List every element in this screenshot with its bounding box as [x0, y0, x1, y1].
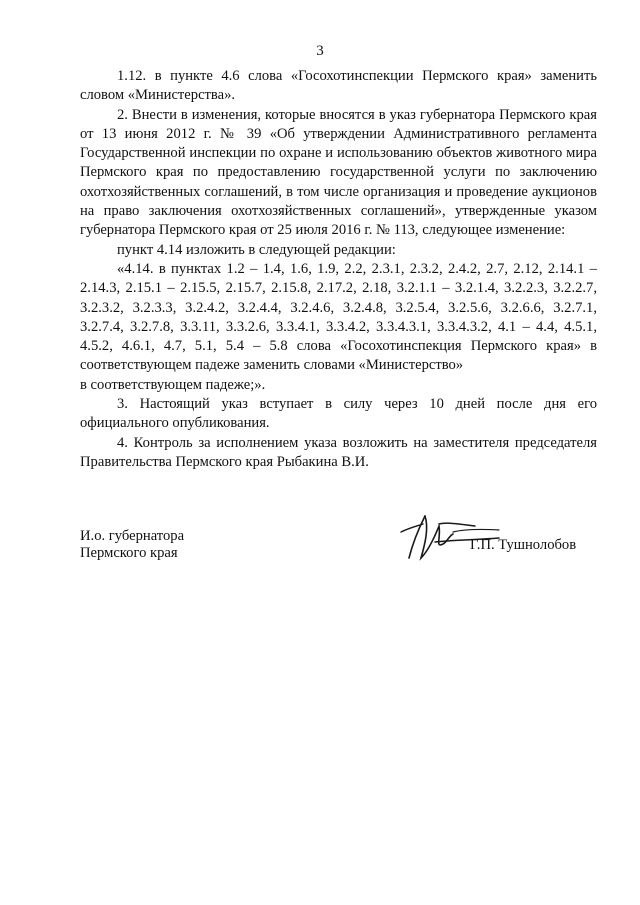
paragraph-4: 4. Контроль за исполнением указа возложить на заместителя председателя Правительства Пермского края Рыбакина В.И. — [80, 434, 597, 470]
handwritten-signature — [395, 502, 505, 566]
document-body — [80, 67, 597, 472]
signatory-title-line-2: Пермского края — [80, 545, 178, 561]
paragraph-quote-tail: в соответствующем падеже;». — [80, 376, 266, 393]
paragraph-1-12: 1.12. в пункте 4.6 слова «Госохотинспекции Пермского края» заменить словом «Министерства». — [80, 68, 597, 104]
signatory-title-line-1: И.о. губернатора — [80, 528, 185, 544]
paragraph-3: 3. Настоящий указ вступает в силу через 10 дней после дня его официального опубликования. — [80, 396, 597, 432]
paragraph-2: 2. Внести в изменения, которые вносятся в указ губернатора Пермского края от 13 июня 2012 г. № 39 «Об утверждении Административного регламента Государственной инспекции по охране и использованию объектов животного мира Пермского края по предоставлению государственной услуги по заключению охотхозяйственных соглашений, в том числе организация и проведение аукционов на право заключения охотхозяйственных соглашений», утвержденные указом губернатора Пермского края от 25 июля 2016 г. № 113, следующее изменение: — [80, 106, 597, 239]
page-number: 3 — [316, 43, 324, 59]
paragraph-new-wording-intro: пункт 4.14 изложить в следующей редакции: — [117, 241, 396, 258]
paragraph-4-14-quote: «4.14. в пунктах 1.2 – 1.4, 1.6, 1.9, 2.2, 2.3.1, 2.3.2, 2.4.2, 2.7, 2.12, 2.14.1 – 2.14.3, 2.15.1 – 2.15.5, 2.15.7, 2.15.8, 2.17.2, 2.18, 3.2.1.1 – 3.2.1.4, 3.2.2.3, 3.2.2.7, 3.2.3.2, 3.2.3.3, 3.2.4.2, 3.2.4.4, 3.2.4.6, 3.2.4.8, 3.2.5.4, 3.2.5.6, 3.2.6.6, 3.2.7.1, 3.2.7.4, 3.2.7.8, 3.3.11, 3.3.2.6, 3.3.4.1, 3.3.4.2, 3.3.4.3.1, 3.3.4.3.2, 4.1 – 4.4, 4.5.1, 4.5.2, 4.6.1, 4.7, 5.1, 5.4 – 5.8 слова «Госохотинспекция Пермского края» в соответствующем падеже заменить словами «Министерство» — [80, 260, 597, 374]
signatory-title — [80, 528, 184, 562]
signatory-name: Г.П. Тушнолобов — [470, 537, 577, 553]
